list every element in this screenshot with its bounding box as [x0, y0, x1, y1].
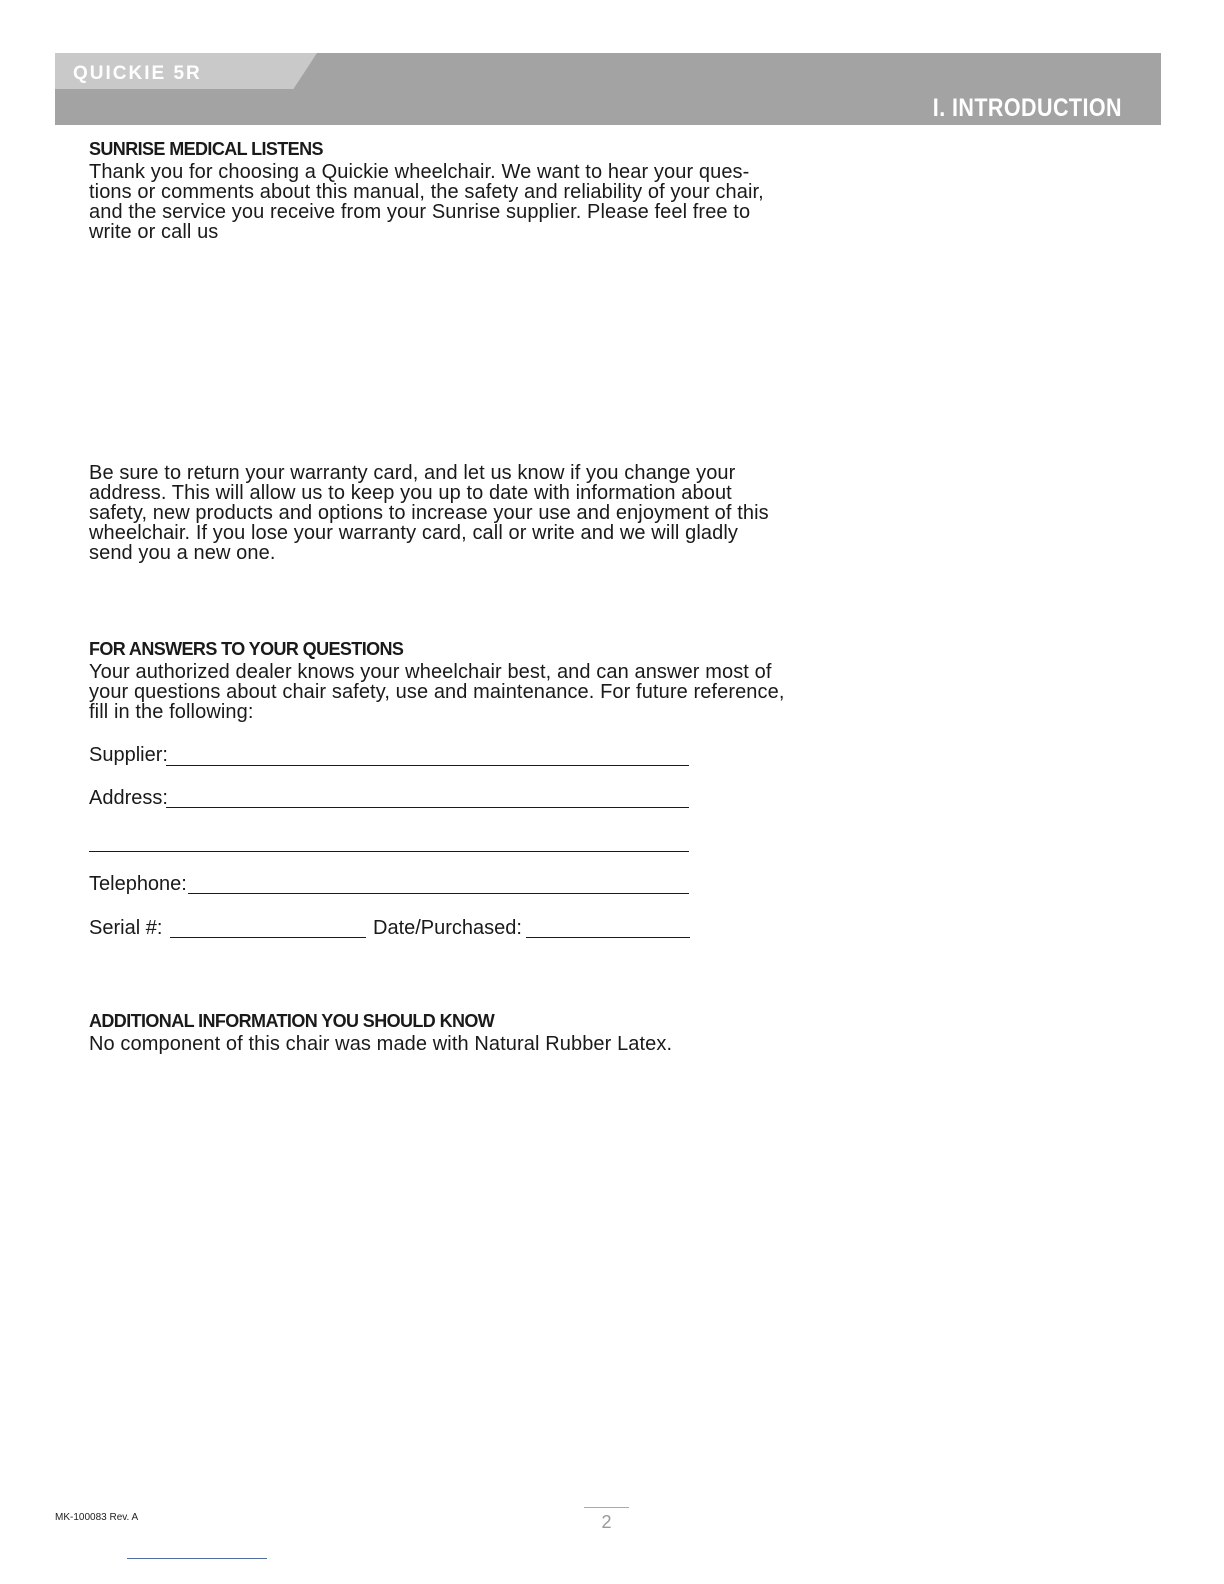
answers-heading: FOR ANSWERS TO YOUR QUESTIONS	[89, 639, 404, 659]
listens-line: write or call us	[89, 221, 219, 243]
warranty-line: safety, new products and options to increase your use and enjoyment of this	[89, 502, 769, 524]
date-purchased-label: Date/Purchased:	[373, 917, 522, 939]
page-number: 2	[601, 1512, 612, 1532]
telephone-label: Telephone:	[89, 873, 187, 895]
page-number-rule	[584, 1507, 629, 1508]
supplier-label: Supplier:	[89, 744, 168, 766]
document-code: MK-100083 Rev. A	[55, 1512, 139, 1523]
listens-section	[89, 139, 789, 242]
additional-heading: ADDITIONAL INFORMATION YOU SHOULD KNOW	[89, 1011, 495, 1031]
answers-line: fill in the following:	[89, 701, 254, 723]
additional-line: No component of this chair was made with Natural Rubber Latex.	[89, 1033, 673, 1055]
answers-section	[89, 639, 789, 722]
address-field-line-2[interactable]	[89, 851, 689, 852]
telephone-field[interactable]	[188, 893, 689, 894]
warranty-line: Be sure to return your warranty card, and let us know if you change your	[89, 462, 736, 484]
date-purchased-field[interactable]	[526, 937, 690, 938]
listens-line: tions or comments about this manual, the safety and reliability of your chair,	[89, 181, 764, 203]
section-title: I. INTRODUCTION	[932, 94, 1122, 122]
warranty-paragraph	[89, 463, 789, 563]
address-field[interactable]	[166, 807, 689, 808]
listens-paragraph	[89, 162, 789, 242]
listens-heading: SUNRISE MEDICAL LISTENS	[89, 139, 323, 159]
listens-line: Thank you for choosing a Quickie wheelchair. We want to hear your ques-	[89, 161, 750, 183]
address-label: Address:	[89, 787, 168, 809]
serial-label: Serial #:	[89, 917, 163, 939]
additional-text	[89, 1034, 789, 1054]
listens-line: and the service you receive from your Sunrise supplier. Please feel free to	[89, 201, 751, 223]
warranty-line: wheelchair. If you lose your warranty card, call or write and we will gladly	[89, 522, 738, 544]
product-name: QUICKIE 5R	[73, 63, 202, 84]
supplier-field[interactable]	[166, 765, 689, 766]
answers-line: Your authorized dealer knows your wheelchair best, and can answer most of	[89, 661, 772, 683]
warranty-line: send you a new one.	[89, 542, 276, 564]
answers-paragraph	[89, 662, 789, 722]
serial-field[interactable]	[170, 937, 366, 938]
warranty-line: address. This will allow us to keep you up to date with information about	[89, 482, 732, 504]
link-underline	[127, 1558, 267, 1559]
answers-line: your questions about chair safety, use and maintenance. For future reference,	[89, 681, 785, 703]
additional-section	[89, 1011, 789, 1054]
warranty-section	[89, 463, 789, 563]
